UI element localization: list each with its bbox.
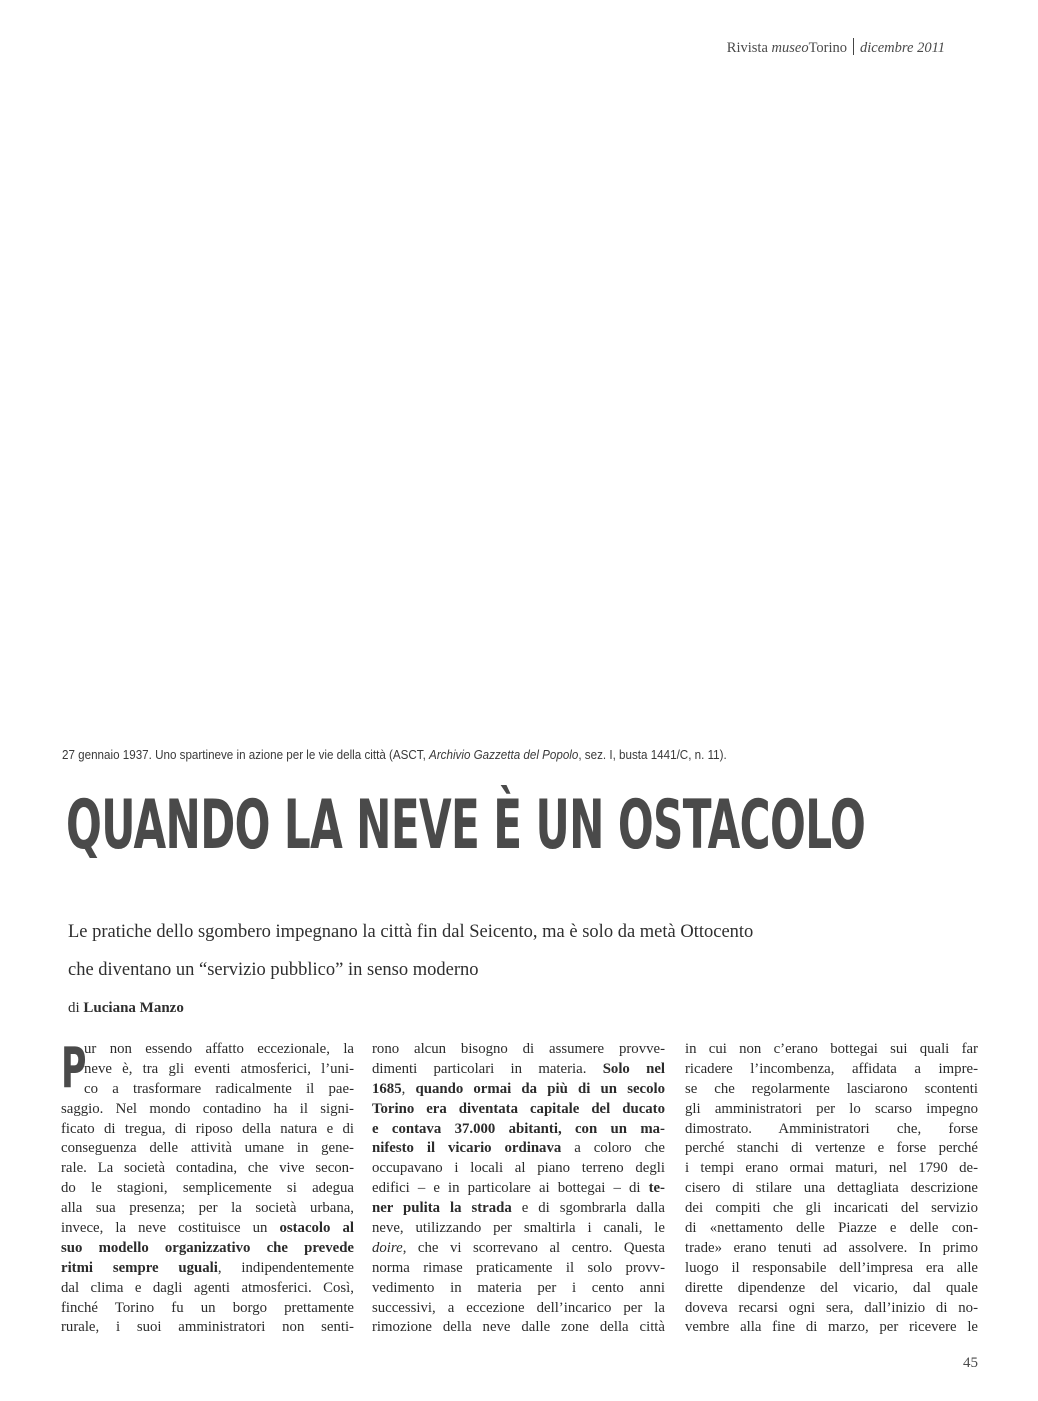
text-line: luogo il responsabile dell’impresa era alle [685, 1259, 978, 1276]
text-run: edifici – e in particolare ai bottegai – di [372, 1180, 649, 1197]
text-line: neve è, tra gli eventi atmosferici, l’uni- [84, 1060, 354, 1077]
drop-cap: P [61, 1036, 87, 1101]
author-name: Luciana Manzo [83, 1000, 184, 1016]
bold-text: nifesto il vicario ordinava [372, 1140, 562, 1157]
bold-text: 1685 [372, 1080, 402, 1097]
byline [68, 1000, 184, 1017]
text-line: conseguenza delle attività umane in gene- [61, 1140, 354, 1157]
bold-text: Solo nel [602, 1060, 666, 1077]
text-line [372, 1060, 665, 1080]
caption-archive: Archivio Gazzetta del Popolo [429, 748, 579, 762]
text-run: a coloro che [561, 1140, 665, 1157]
text-line [61, 1239, 354, 1259]
text-line: ricadere l’incombenza, affidata a impre- [685, 1060, 978, 1077]
text-line: dal clima e dagli agenti atmosferici. Così, [61, 1279, 354, 1296]
text-run: , che vi scorrevano al centro. Questa [402, 1239, 665, 1256]
running-header [727, 38, 945, 57]
bold-text: suo modello organizzativo che prevede [61, 1239, 354, 1256]
bold-text: ostacolo al [279, 1220, 354, 1237]
caption-reference: , sez. I, busta 1441/C, n. 11). [578, 748, 727, 762]
text-line: gli amministratori per lo scarso impegno [685, 1100, 978, 1117]
text-column-2 [372, 1040, 665, 1338]
text-line [372, 1139, 665, 1159]
text-line: se che regolarmente lasciarono scontenti [685, 1080, 978, 1097]
text-line: dei compiti che gli incaricati del servizio [685, 1200, 978, 1217]
text-line [372, 1120, 665, 1140]
bold-text: quando ormai da più di un secolo [415, 1080, 665, 1097]
text-line: rimozione della neve dalle zone della città [372, 1319, 665, 1336]
text-line: cisero di stilare una dettagliata descrizione [685, 1180, 978, 1197]
magazine-name-prefix: Rivista [726, 40, 772, 56]
article-subtitle [68, 913, 948, 989]
text-line: di «nettamento delle Piazze e delle con- [685, 1220, 978, 1237]
text-line: in cui non c’erano bottegai sui quali far [685, 1041, 978, 1057]
text-line: vembre alla fine di marzo, per ricevere le [685, 1319, 978, 1336]
magazine-name-suffix: Torino [808, 40, 848, 56]
text-line: finché Torino fu un borgo prettamente [61, 1299, 354, 1316]
byline-prefix: di [68, 1000, 84, 1016]
text-line: saggio. Nel mondo contadino ha il signi- [61, 1100, 354, 1117]
text-line: perché stanchi di vertenze e forse perché [685, 1140, 978, 1157]
text-line: alla sua presenza; per la società urbana, [61, 1200, 354, 1217]
page-number: 45 [963, 1355, 978, 1371]
text-line: do le stagioni, semplicemente si adegua [61, 1180, 354, 1197]
caption-text: 27 gennaio 1937. Uno spartineve in azione per le vie della città (ASCT, [62, 748, 430, 762]
text-line: successivi, a eccezione dell’incarico per la [372, 1299, 665, 1316]
italic-text: doire [372, 1239, 403, 1256]
text-line: doveva recarsi ogni sera, dall’inizio di no- [685, 1299, 978, 1316]
bold-text: ritmi sempre uguali [61, 1259, 218, 1276]
text-line: norma rimase praticamente il solo provv- [372, 1259, 665, 1276]
text-column-3 [685, 1040, 978, 1338]
text-line [372, 1239, 665, 1259]
text-line: neve, utilizzando per smaltirla i canali, le [372, 1220, 665, 1237]
text-line [372, 1100, 665, 1120]
text-line: dimostrato. Amministratori che, forse [685, 1120, 978, 1137]
text-run: invece, la neve costituisce un [61, 1220, 280, 1237]
text-line: ur non essendo affatto eccezionale, la [84, 1041, 354, 1057]
text-line: dirette dipendenze del vicario, dal quale [685, 1279, 978, 1296]
text-run: , [401, 1080, 416, 1097]
text-run: , indipendentemente [217, 1259, 354, 1276]
header-divider [853, 38, 854, 55]
text-line: vedimento in materia per i cento anni [372, 1279, 665, 1296]
text-run: dimenti particolari in materia. [372, 1060, 603, 1077]
bold-text: ner pulita la strada [372, 1200, 512, 1217]
issue-date: dicembre 2011 [860, 40, 945, 56]
text-column-1 [61, 1036, 354, 1338]
text-line: rono alcun bisogno di assumere provve- [372, 1041, 665, 1057]
subtitle-line: Le pratiche dello sgombero impegnano la città fin dal Seicento, ma è solo da metà Ottocento [68, 922, 754, 942]
text-line [61, 1259, 354, 1279]
photo-area [62, 70, 942, 730]
article-title: QUANDO LA NEVE È UN OSTACOLO [66, 786, 866, 865]
text-line [372, 1199, 665, 1219]
text-line [61, 1219, 354, 1239]
text-line [372, 1179, 665, 1199]
text-line: ficato di tregua, di riposo della natura e di [61, 1120, 354, 1137]
bold-text: te- [648, 1180, 665, 1197]
text-line: occupavano i locali al piano terreno degli [372, 1160, 665, 1177]
bold-text: Torino era diventata capitale del ducato [372, 1100, 665, 1117]
bold-text: e contava 37.000 abitanti, con un ma- [372, 1120, 665, 1137]
magazine-name-italic: museo [771, 40, 809, 56]
text-line: co a trasformare radicalmente il pae- [84, 1080, 354, 1097]
text-run: e di sgombrarla dalla [511, 1200, 665, 1217]
text-line: i tempi erano ormai maturi, nel 1790 de- [685, 1160, 978, 1177]
text-line: trade» erano tenuti ad assolvere. In primo [685, 1239, 978, 1256]
photo-caption [62, 748, 899, 762]
text-line: rale. La società contadina, che vive secon- [61, 1160, 354, 1177]
text-line: rurale, i suoi amministratori non senti- [61, 1319, 354, 1336]
text-line [372, 1080, 665, 1100]
subtitle-line: che diventano un “servizio pubblico” in senso moderno [68, 960, 479, 980]
